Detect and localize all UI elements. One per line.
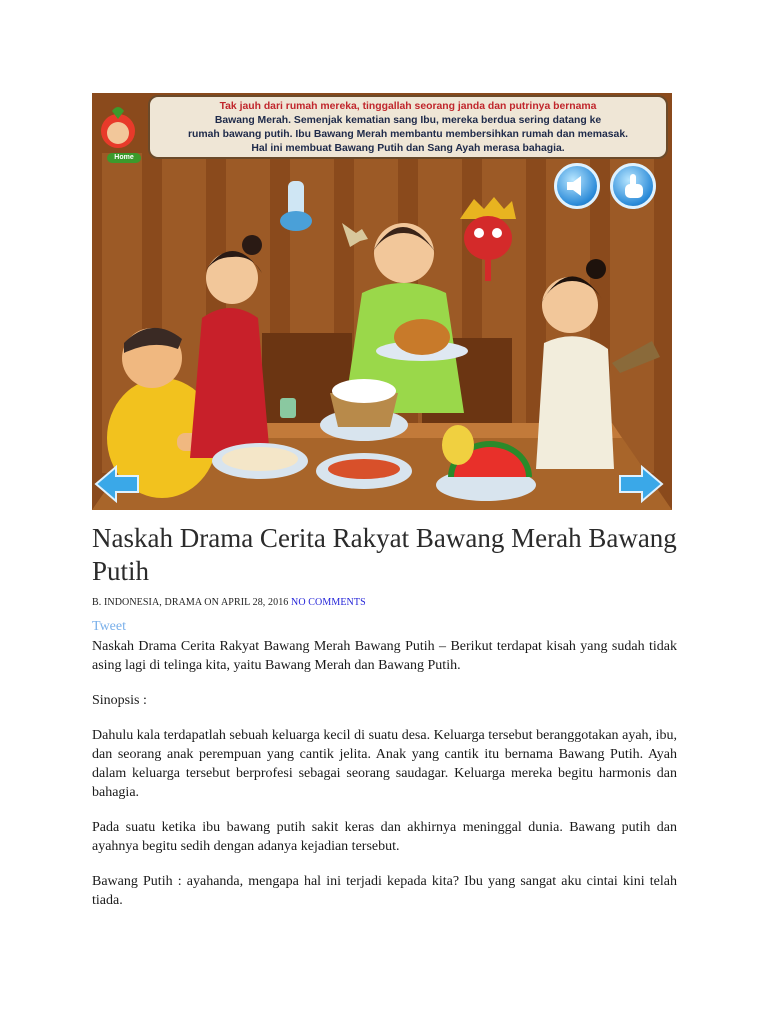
interact-button[interactable] — [610, 163, 656, 209]
next-page-button[interactable] — [618, 465, 664, 503]
home-button[interactable] — [98, 103, 138, 161]
post-meta-text: B. INDONESIA, DRAMA ON APRIL 28, 2016 — [92, 597, 289, 608]
arrow-left-icon — [94, 465, 140, 503]
caption-line-3: rumah bawang putih. Ibu Bawang Merah membantu membersihkan rumah dan memasak. — [188, 129, 628, 140]
story-caption-box — [148, 95, 668, 159]
speaker-icon — [557, 166, 597, 206]
hand-pointer-icon — [613, 166, 653, 206]
tweet-link[interactable]: Tweet — [92, 619, 127, 634]
intro-paragraph: Naskah Drama Cerita Rakyat Bawang Merah Bawang Putih – Berikut terdapat kisah yang sudah tidak asing lagi di telinga kita, yaitu Bawang Merah dan Bawang Putih. — [92, 639, 677, 673]
previous-page-button[interactable] — [94, 465, 140, 503]
dialogue-paragraph: Bawang Putih : ayahanda, mengapa hal ini terjadi kepada kita? Ibu yang sangat aku cintai kini telah tiada. — [92, 874, 677, 908]
home-label: Home — [107, 153, 141, 163]
body-paragraph: Pada suatu ketika ibu bawang putih sakit keras dan akhirnya meninggal dunia. Bawang putih dan ayahnya begitu sedih dengan adanya kejadian tersebut. — [92, 820, 677, 854]
sound-button[interactable] — [554, 163, 600, 209]
body-paragraph: Dahulu kala terdapatlah sebuah keluarga kecil di suatu desa. Keluarga tersebut beranggotakan ayah, ibu, dan seorang anak perempuan yang cantik jelita. Anak yang cantik itu bernama Bawang Putih. Ayah dalam keluarga tersebut berprofesi sebagai seorang saudagar. Keluarga mereka begitu harmonis dan bahagia. — [92, 728, 677, 800]
post-meta — [92, 597, 366, 608]
synopsis-heading: Sinopsis : — [92, 693, 147, 708]
caption-line-1: Tak jauh dari rumah mereka, tinggallah seorang janda dan putrinya bernama — [219, 101, 597, 112]
arrow-right-icon — [618, 465, 664, 503]
home-character-icon — [98, 103, 138, 153]
caption-line-4: Hal ini membuat Bawang Putih dan Sang Ayah merasa bahagia. — [251, 143, 565, 154]
no-comments-link[interactable]: NO COMMENTS — [291, 597, 366, 608]
story-illustration — [92, 93, 672, 510]
caption-line-2: Bawang Merah. Semenjak kematian sang Ibu, mereka berdua sering datang ke — [214, 115, 602, 126]
article-title: Naskah Drama Cerita Rakyat Bawang Merah Bawang Putih — [92, 523, 677, 586]
